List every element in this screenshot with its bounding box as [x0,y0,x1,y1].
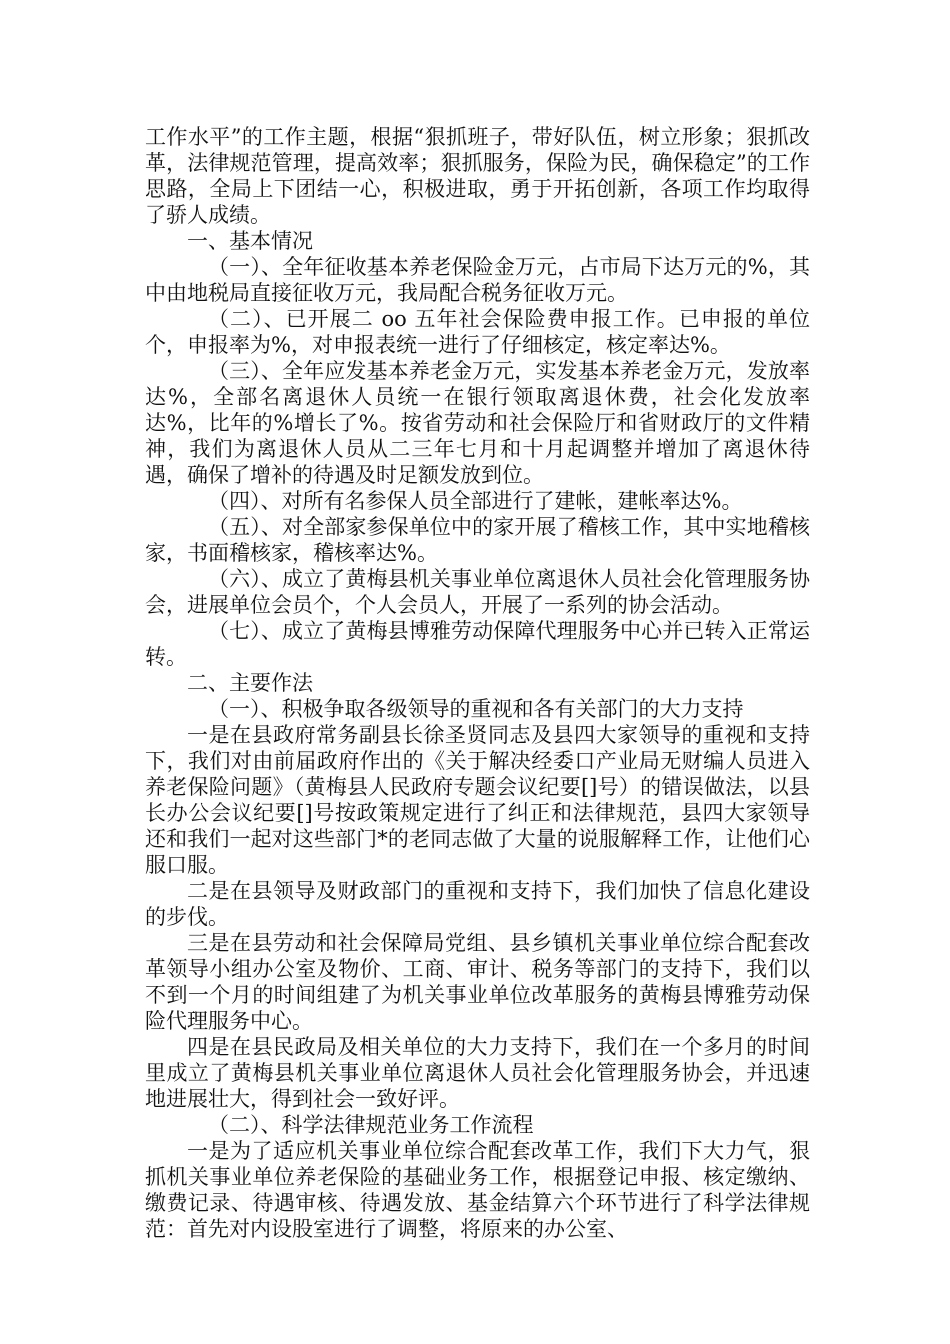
paragraph-item-3: （三）、全年应发基本养老金万元，实发基本养老金万元，发放率达%，全部名离退休人员统一在银行领取离退休费，社会化发放率达%，比年的%增长了%。按省劳动和社会保险厅和省财政厅的文件精神，我们为离退休人员从二三年七月和十月起调整并增加了离退休待遇，确保了增补的待遇及时足额发放到位。 [145,359,810,487]
section-heading-basic-situation: 一、基本情况 [187,229,313,253]
paragraph-item-4: （四）、对所有名参保人员全部进行了建帐，建帐率达%。 [208,489,743,513]
paragraph-second-point: 二是在县领导及财政部门的重视和支持下，我们加快了信息化建设的步伐。 [145,879,810,929]
paragraph-third-point: 三是在县劳动和社会保障局党组、县乡镇机关事业单位综合配套改革领导小组办公室及物价、工商、审计、税务等部门的支持下，我们以不到一个月的时间组建了为机关事业单位改革服务的黄梅县博雅劳动保险代理服务中心。 [145,931,810,1033]
section-heading-main-practices: 二、主要作法 [187,671,313,695]
paragraph-item-1: （一）、全年征收基本养老保险金万元，占市局下达万元的%，其中由地税局直接征收万元，我局配合税务征收万元。 [145,255,810,305]
subsection-heading-leadership-support: （一）、积极争取各级领导的重视和各有关部门的大力支持 [208,697,744,721]
paragraph-workflow-first-point: 一是为了适应机关事业单位综合配套改革工作，我们下大力气，狠抓机关事业单位养老保险的基础业务工作，根据登记申报、核定缴纳、缴费记录、待遇审核、待遇发放、基金结算六个环节进行了科学法律规范：首先对内设股室进行了调整，将原来的办公室、 [145,1139,810,1241]
intro-paragraph: 工作水平”的工作主题，根据“狠抓班子，带好队伍，树立形象；狠抓改革，法律规范管理，提高效率；狠抓服务，保险为民，确保稳定”的工作思路，全局上下团结一心，积极进取，勇于开拓创新，各项工作均取得了骄人成绩。 [145,125,810,227]
paragraph-item-6: （六）、成立了黄梅县机关事业单位离退休人员社会化管理服务协会，进展单位会员个，个人会员人，开展了一系列的协会活动。 [145,567,810,617]
paragraph-first-point: 一是在县政府常务副县长徐圣贤同志及县四大家领导的重视和支持下，我们对由前届政府作出的《关于解决经委口产业局无财编人员进入养老保险问题》（黄梅县人民政府专题会议纪要[]号）的错误做法，以县长办公会议纪要[]号按政策规定进行了纠正和法律规范，县四大家领导还和我们一起对这些部门*的老同志做了大量的说服解释工作，让他们心服口服。 [145,723,810,877]
paragraph-item-2: （二）、已开展二 oo 五年社会保险费申报工作。已申报的单位个，申报率为%，对申报表统一进行了仔细核定，核定率达%。 [145,307,810,357]
paragraph-item-5: （五）、对全部家参保单位中的家开展了稽核工作，其中实地稽核家，书面稽核家，稽核率达%。 [145,515,810,565]
paragraph-fourth-point: 四是在县民政局及相关单位的大力支持下，我们在一个多月的时间里成立了黄梅县机关事业单位离退休人员社会化管理服务协会，并迅速地进展壮大，得到社会一致好评。 [145,1035,810,1111]
paragraph-item-7: （七）、成立了黄梅县博雅劳动保障代理服务中心并已转入正常运转。 [145,619,810,669]
subsection-heading-workflow: （二）、科学法律规范业务工作流程 [208,1113,534,1137]
document-body [145,124,810,1242]
